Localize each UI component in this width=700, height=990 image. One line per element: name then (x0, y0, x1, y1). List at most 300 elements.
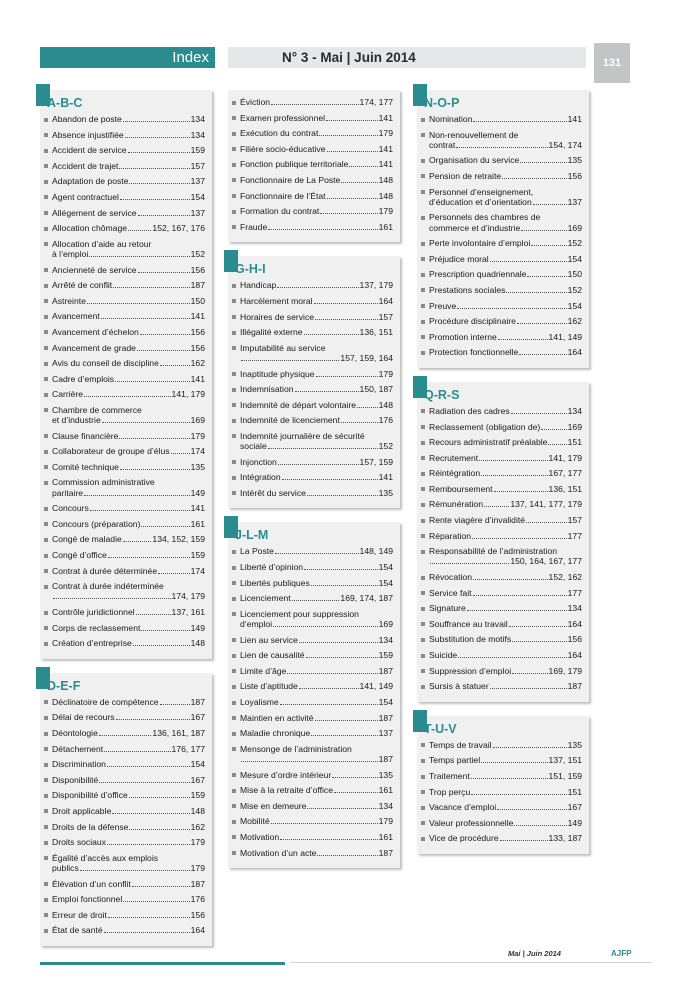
bullet-icon (232, 654, 236, 658)
dot-leader (473, 595, 567, 596)
entry-pages: 141 (190, 503, 205, 514)
entry-line (52, 638, 205, 648)
bullet-icon (44, 569, 48, 573)
index-entry (232, 562, 393, 572)
entry-term: Valeur professionnelle (429, 817, 514, 828)
entry-term: Harcèlement moral (240, 295, 313, 306)
entry-line (52, 415, 205, 425)
index-entry (232, 343, 393, 363)
entry-term: Avancement de grade (52, 342, 136, 353)
entry-pages: 134 (567, 405, 582, 416)
bullet-icon (44, 626, 48, 630)
entry-pages: 157 (567, 515, 582, 526)
entry-pages: 154 (190, 191, 205, 202)
entry-pages: 187 (378, 847, 393, 858)
index-entry (44, 566, 205, 576)
entry-term: Pension de retraite (429, 170, 502, 181)
bullet-icon (421, 638, 425, 642)
dot-leader (509, 626, 567, 627)
entry-pages: 154 (378, 577, 393, 588)
bullet-icon (44, 211, 48, 215)
dot-leader (112, 813, 189, 814)
entry-line (52, 389, 205, 399)
index-entry (44, 446, 205, 456)
dot-leader (107, 766, 190, 767)
index-entry (44, 822, 205, 832)
entry-pages: 187 (378, 712, 393, 723)
dot-leader (512, 673, 547, 674)
index-entry (44, 550, 205, 560)
entry-line (52, 327, 205, 337)
index-entry (421, 254, 582, 264)
bullet-icon (44, 929, 48, 933)
entry-term: Déclinatoire de compétence (52, 696, 159, 707)
bullet-icon (421, 775, 425, 779)
bullet-icon (44, 408, 48, 412)
index-entry (44, 879, 205, 889)
entry-term: Inaptitude physique (240, 368, 315, 379)
entry-pages: 149 (190, 622, 205, 633)
entry-line (52, 790, 205, 800)
entry-line (52, 503, 205, 513)
entry-pages: 169, 179 (548, 665, 582, 676)
entry-pages: 159 (190, 550, 205, 561)
index-entry (44, 697, 205, 707)
entry-line (240, 415, 393, 425)
entry-line (429, 238, 582, 248)
dot-leader (307, 495, 378, 496)
bullet-icon (44, 149, 48, 153)
entry-term: Fraude (240, 221, 268, 232)
entry-line (240, 816, 393, 826)
entry-term: Rémunération (429, 499, 483, 510)
entry-line (429, 484, 582, 494)
entry-pages: 174 (190, 565, 205, 576)
dot-leader (287, 673, 377, 674)
bullet-icon (421, 133, 425, 137)
dot-leader (514, 825, 566, 826)
index-entry (44, 910, 205, 920)
entry-pages: 156 (190, 909, 205, 920)
dot-leader (53, 598, 171, 599)
footer-rule (290, 962, 652, 963)
entry-pages: 154 (378, 697, 393, 708)
entry-list (421, 740, 582, 844)
dot-leader (268, 448, 378, 449)
entry-term: Temps de travail (429, 739, 492, 750)
dot-leader (533, 204, 567, 205)
index-entry (44, 431, 205, 441)
bullet-icon (421, 216, 425, 220)
bullet-icon (44, 700, 48, 704)
index-entry (421, 681, 582, 691)
entry-line (429, 499, 582, 509)
entry-pages: 179 (378, 368, 393, 379)
dot-leader (481, 762, 547, 763)
entry-line (429, 171, 582, 181)
dot-leader (268, 229, 377, 230)
dot-leader (319, 135, 377, 136)
entry-term: Substitution de motifs (429, 634, 512, 645)
entry-term: Recours administratif préalable (429, 437, 548, 448)
entry-term: Intégration (240, 472, 281, 483)
entry-pages: 134 (567, 603, 582, 614)
index-entry (232, 609, 393, 629)
dot-leader (241, 761, 378, 762)
entry-pages: 159 (190, 145, 205, 156)
entry-term: Organisation du service (429, 155, 520, 166)
bullet-icon (421, 159, 425, 163)
entry-term: Allocation d’aide au retour (52, 238, 152, 249)
entry-line (429, 269, 582, 279)
entry-term: Radiation des cadres (429, 405, 510, 416)
dot-leader (493, 747, 567, 748)
index-entry (232, 415, 393, 425)
entry-pages: 159 (190, 790, 205, 801)
dot-leader (517, 323, 567, 324)
index-entry (232, 327, 393, 337)
entry-pages: 148 (378, 174, 393, 185)
entry-line (240, 488, 393, 498)
entry-term-continued: commerce et d’industrie (429, 222, 521, 233)
entry-line (52, 759, 205, 769)
dot-leader (273, 626, 378, 627)
entry-pages: 187 (378, 754, 393, 764)
index-entry (421, 269, 582, 279)
entry-line (429, 285, 582, 295)
entry-term: Éviction (240, 97, 271, 107)
entry-term: Mesure d’ordre intérieur (240, 769, 332, 780)
index-entry (44, 462, 205, 472)
entry-list (44, 114, 205, 648)
entry-term: Comité technique (52, 461, 119, 472)
bullet-icon (232, 612, 236, 616)
dot-leader (137, 350, 190, 351)
entry-line (52, 358, 205, 368)
entry-pages: 156 (190, 264, 205, 275)
entry-term: Contrôle juridictionnel (52, 607, 135, 618)
entry-term: Personnel d’enseignement, (429, 186, 534, 197)
index-box-qrs (417, 382, 589, 702)
dot-leader (456, 147, 547, 148)
entry-pages: 179 (190, 862, 205, 873)
entry-line (52, 145, 205, 155)
entry-term: Libertés publiques (240, 577, 310, 588)
bullet-icon (44, 794, 48, 798)
bullet-icon (421, 174, 425, 178)
entry-term: Élévation d’un conflit (52, 878, 131, 889)
entry-term-continued: et d’industrie (52, 415, 101, 426)
entry-term: Responsabilité de l’administration (429, 546, 558, 557)
entry-pages: 137 (378, 728, 393, 739)
entry-line (52, 223, 205, 233)
entry-term: Déontologie (52, 728, 98, 738)
entry-line (52, 806, 205, 816)
bullet-icon (232, 491, 236, 495)
index-entry (232, 832, 393, 842)
entry-pages: 148, 149 (359, 546, 393, 557)
entry-term: Fonction publique territoriale (240, 159, 349, 170)
bullet-icon (421, 622, 425, 626)
dot-leader (479, 460, 547, 461)
index-entry (421, 771, 582, 781)
entry-pages: 169 (567, 222, 582, 233)
entry-line (429, 833, 582, 843)
entry-pages: 136, 161, 187 (152, 728, 205, 738)
index-entry (232, 546, 393, 556)
entry-pages: 162 (190, 821, 205, 832)
index-entry (421, 740, 582, 750)
entry-pages: 167 (190, 774, 205, 785)
entry-pages: 161 (378, 831, 393, 842)
entry-pages: 141 (378, 143, 393, 154)
dot-leader (138, 215, 190, 216)
bullet-icon (232, 851, 236, 855)
entry-line (240, 144, 393, 154)
bullet-icon (44, 118, 48, 122)
index-entry (44, 145, 205, 155)
entry-line (240, 578, 393, 588)
bullet-icon (44, 747, 48, 751)
dot-leader (472, 538, 567, 539)
entry-term: Lien au service (240, 634, 298, 645)
entry-pages: 141, 149 (548, 331, 582, 342)
entry-line (429, 437, 582, 447)
entry-line (429, 332, 582, 342)
dot-leader (128, 230, 151, 231)
entry-term: Intérêt du service (240, 487, 306, 498)
dot-leader (271, 823, 378, 824)
dot-leader (473, 121, 566, 122)
index-entry (232, 113, 393, 123)
entry-term-continued: publics (52, 862, 79, 873)
entry-term: Perte involontaire d’emploi (429, 238, 531, 249)
entry-line (240, 728, 393, 738)
bullet-icon (44, 242, 48, 246)
dot-leader (136, 614, 171, 615)
index-entry (232, 175, 393, 185)
bullet-icon (44, 227, 48, 231)
entry-line (52, 894, 205, 904)
entry-term: Discrimination (52, 759, 106, 770)
entry-line (52, 519, 205, 529)
bullet-icon (44, 585, 48, 589)
entry-line (429, 406, 582, 416)
dot-leader (275, 553, 359, 554)
index-entry (232, 159, 393, 169)
entry-term: Mise à la retraite d’office (240, 785, 333, 796)
footer-brand: AJFP (611, 949, 632, 958)
bullet-icon (232, 132, 236, 136)
entry-term: Formation du contrat (240, 206, 320, 217)
bullet-icon (44, 554, 48, 558)
dot-leader (349, 166, 377, 167)
entry-pages: 167, 177 (548, 468, 582, 479)
entry-line (240, 159, 393, 169)
entry-pages: 151 (567, 437, 582, 448)
dot-leader (527, 276, 566, 277)
issue-label: N° 3 - Mai | Juin 2014 (228, 47, 586, 68)
dot-leader (334, 792, 378, 793)
dot-leader (473, 579, 548, 580)
entry-term-continued: sociale (240, 441, 267, 452)
index-entry (232, 431, 393, 451)
entry-term: Corps de reclassement (52, 622, 141, 633)
entry-term: Concours (préparation) (52, 518, 141, 529)
entry-term: Indemnité de départ volontaire (240, 399, 357, 410)
entry-line (52, 280, 205, 290)
bullet-icon (232, 225, 236, 229)
bullet-icon (232, 804, 236, 808)
entry-pages: 148 (190, 805, 205, 816)
dot-leader (108, 557, 190, 558)
index-entry (44, 759, 205, 769)
entry-line (429, 223, 582, 233)
entry-line (240, 296, 393, 306)
index-entry (232, 713, 393, 723)
index-entry (44, 623, 205, 633)
entry-term: Mensonge de l’administration (240, 743, 352, 754)
dot-leader (128, 152, 190, 153)
bullet-icon (44, 315, 48, 319)
entry-term: Procédure disciplinaire (429, 316, 516, 327)
dot-leader (458, 657, 566, 658)
bullet-icon (44, 268, 48, 272)
entry-term: Maintien en activité (240, 712, 314, 723)
entry-term: Détachement (52, 743, 104, 754)
bullet-icon (44, 481, 48, 485)
bullet-icon (421, 409, 425, 413)
entry-term-continued: d’emploi (240, 619, 273, 630)
entry-line (240, 650, 393, 660)
entry-pages: 157, 159 (359, 456, 393, 467)
bullet-icon (232, 434, 236, 438)
entry-line (429, 155, 582, 165)
index-entry (44, 837, 205, 847)
entry-term-continued: paritaire (52, 487, 84, 498)
index-entry (44, 192, 205, 202)
entry-pages: 137 (190, 207, 205, 218)
entry-term: Prestations sociales (429, 284, 506, 295)
entry-line (52, 249, 205, 259)
entry-term: Droit applicable (52, 805, 112, 816)
entry-pages: 150 (567, 269, 582, 280)
index-entry (421, 187, 582, 207)
dot-leader (138, 272, 190, 273)
index-entry (44, 638, 205, 648)
entry-line (429, 316, 582, 326)
index-entry (44, 607, 205, 617)
entry-line (240, 593, 393, 603)
entry-term: Liste d’aptitude (240, 681, 298, 692)
entry-pages: 154, 174 (548, 139, 582, 150)
index-entry (44, 894, 205, 904)
bullet-icon (232, 566, 236, 570)
dot-leader (87, 303, 190, 304)
entry-pages: 169 (190, 415, 205, 426)
bullet-icon (44, 716, 48, 720)
entry-line (52, 863, 205, 873)
entry-term: Non-renouvellement de (429, 129, 519, 140)
dot-leader (320, 213, 377, 214)
entry-pages: 179 (378, 128, 393, 139)
entry-pages: 161 (378, 221, 393, 232)
entry-term: Indemnisation (240, 384, 294, 395)
bullet-icon (44, 809, 48, 813)
entry-term: Liberté d’opinion (240, 562, 304, 573)
bullet-icon (421, 456, 425, 460)
bullet-icon (421, 257, 425, 261)
index-entry (232, 222, 393, 232)
entry-line (429, 422, 582, 432)
entry-line (429, 802, 582, 812)
entry-term: Allégement de service (52, 207, 137, 218)
index-entry (421, 666, 582, 676)
dot-leader (502, 178, 567, 179)
entry-line (429, 114, 582, 124)
index-entry (421, 833, 582, 843)
entry-term: Concours (52, 503, 89, 514)
bullet-icon (232, 716, 236, 720)
entry-pages: 157 (190, 160, 205, 171)
entry-pages: 137, 161 (171, 607, 205, 618)
entry-pages: 187 (190, 696, 205, 707)
entry-pages: 141 (567, 114, 582, 124)
entry-term: Trop perçu (429, 786, 471, 797)
entry-term: Promotion interne (429, 331, 497, 342)
dot-leader (498, 339, 548, 340)
index-entry (421, 114, 582, 124)
dot-leader (471, 794, 566, 795)
dot-leader (123, 121, 190, 122)
dot-leader (292, 600, 340, 601)
index-entry (44, 925, 205, 935)
entry-pages: 135 (567, 739, 582, 750)
bullet-icon (44, 778, 48, 782)
index-entry (232, 400, 393, 410)
bullet-icon (232, 163, 236, 167)
entry-term: Allocation chômage (52, 223, 128, 234)
entry-term: Personnels des chambres de (429, 212, 541, 223)
index-entry (232, 666, 393, 676)
entry-line (240, 681, 393, 691)
bullet-icon (421, 304, 425, 308)
bullet-icon (44, 180, 48, 184)
bullet-icon (421, 519, 425, 523)
entry-term: Égalité d’accès aux emplois (52, 852, 159, 863)
entry-term: Avancement d’échelon (52, 326, 139, 337)
bullet-icon (44, 346, 48, 350)
entry-term: Lien de causalité (240, 650, 305, 661)
bullet-icon (44, 330, 48, 334)
dot-leader (511, 413, 567, 414)
dot-leader (471, 778, 548, 779)
entry-term: Cadre d’emplois (52, 373, 115, 384)
index-box-nop (417, 90, 589, 368)
entry-pages: 179 (190, 837, 205, 848)
bullet-icon (232, 581, 236, 585)
footer-rule-accent (40, 962, 285, 965)
entry-term: Création d’entreprise (52, 638, 132, 649)
entry-pages: 134 (190, 129, 205, 140)
entry-pages: 174, 177 (359, 97, 393, 107)
dot-leader (113, 287, 189, 288)
dot-leader (158, 573, 190, 574)
entry-term: Accident de service (52, 145, 127, 156)
index-entry (421, 130, 582, 150)
dot-leader (277, 287, 358, 288)
index-entry (232, 728, 393, 738)
